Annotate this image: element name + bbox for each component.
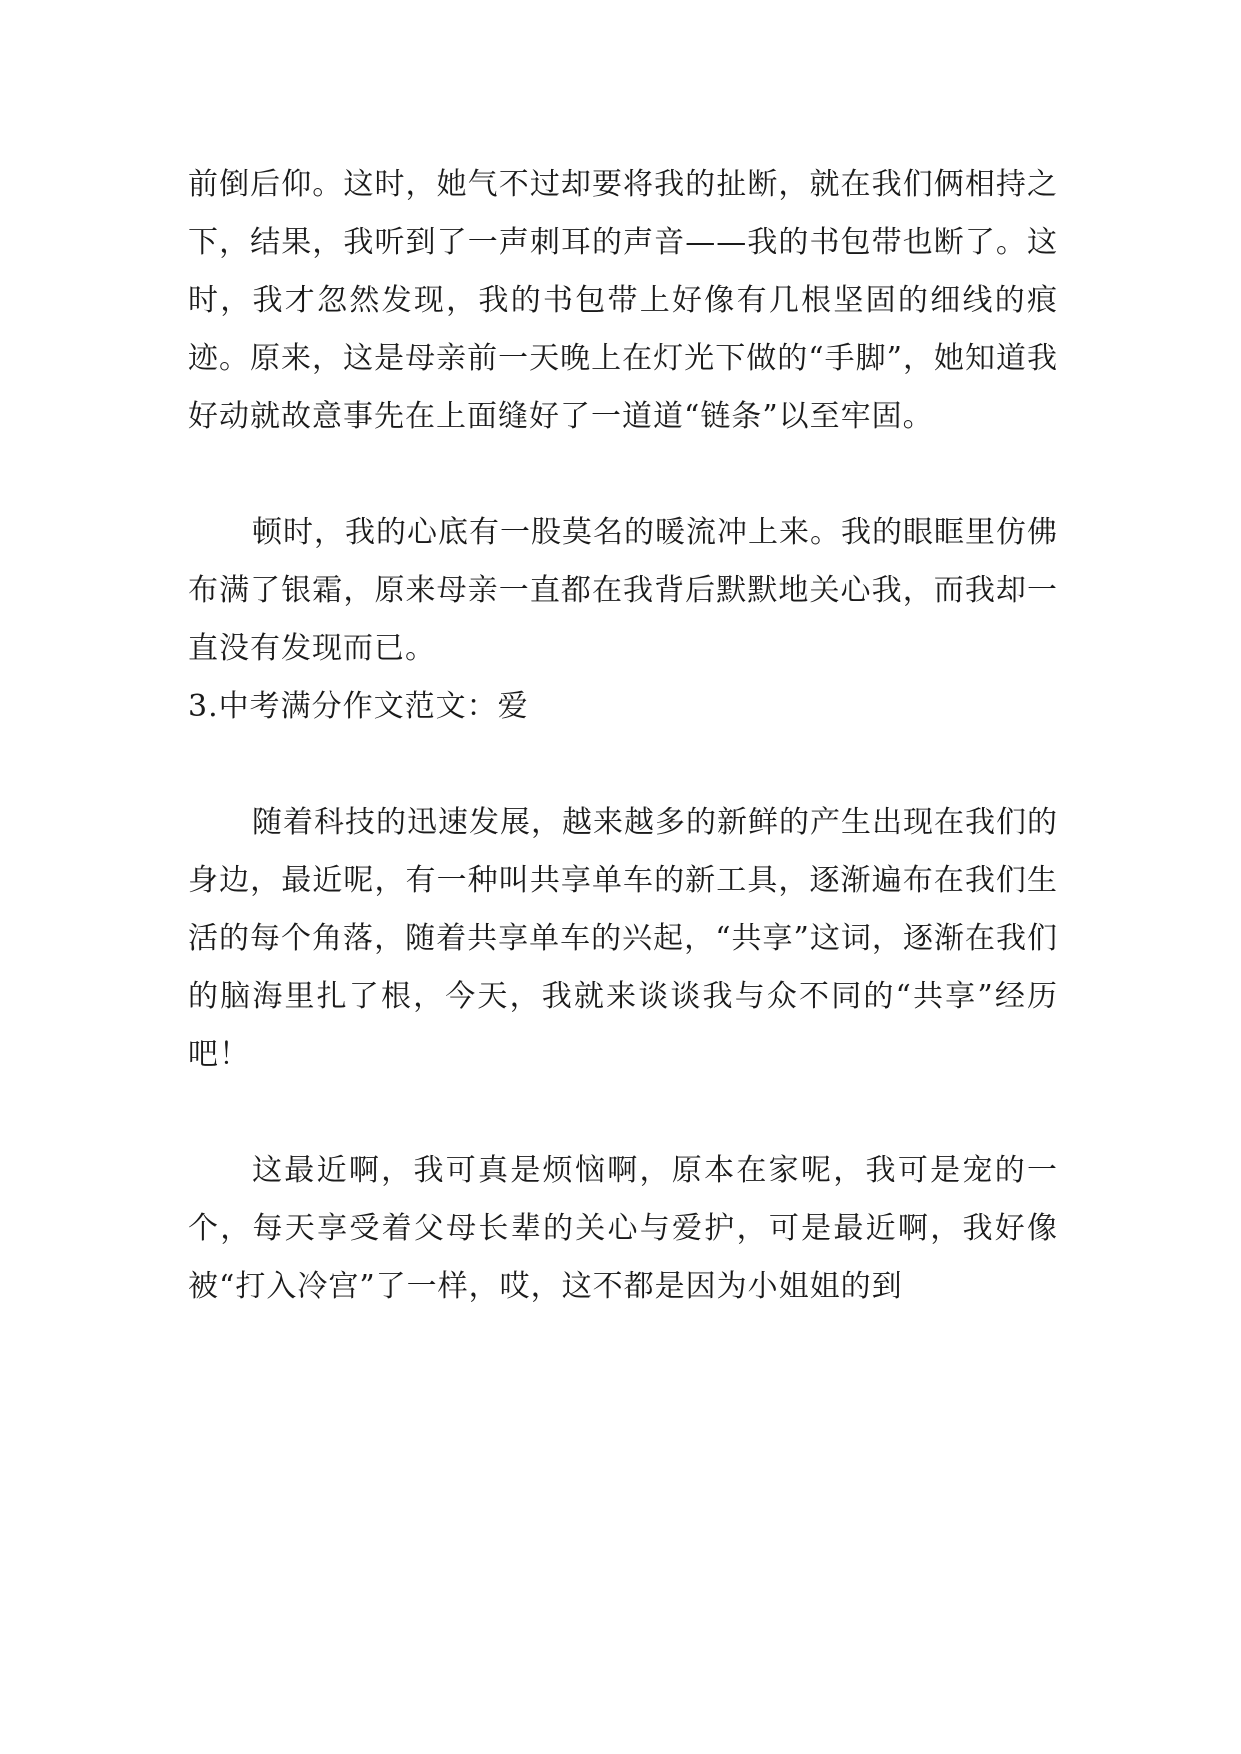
paragraph: 随着科技的迅速发展，越来越多的新鲜的产生出现在我们的身边，最近呢，有一种叫共享单车的新工具，逐渐遍布在我们生活的每个角落，随着共享单车的兴起，“共享”这词，逐渐在我们的脑海里扎了根，今天，我就来谈谈我与众不同的“共享”经历吧！ [188,805,1058,1072]
paragraph-truncated: 这最近啊，我可真是烦恼啊，原本在家呢，我可是宠的一个，每天享受着父母长辈的关心与爱护，可是最近啊，我好像被“打入冷宫”了一样，哎，这不都是因为小姐姐的到 [188,1153,1058,1304]
paragraph: 顿时，我的心底有一股莫名的暖流冲上来。我的眼眶里仿佛布满了银霜，原来母亲一直都在我背后默默地关心我，而我却一直没有发现而已。 [188,515,1058,666]
paragraph-continued: 前倒后仰。这时，她气不过却要将我的扯断，就在我们俩相持之下，结果，我听到了一声刺耳的声音——我的书包带也断了。这时，我才忽然发现，我的书包带上好像有几根坚固的细线的痕迹。原来，这是母亲前一天晚上在灯光下做的“手脚”，她知道我好动就故意事先在上面缝好了一道道“链条”以至牢固。 [188,167,1058,434]
section-heading: 3.中考满分作文范文：爱 [188,689,529,724]
document-body [188,156,1058,1316]
